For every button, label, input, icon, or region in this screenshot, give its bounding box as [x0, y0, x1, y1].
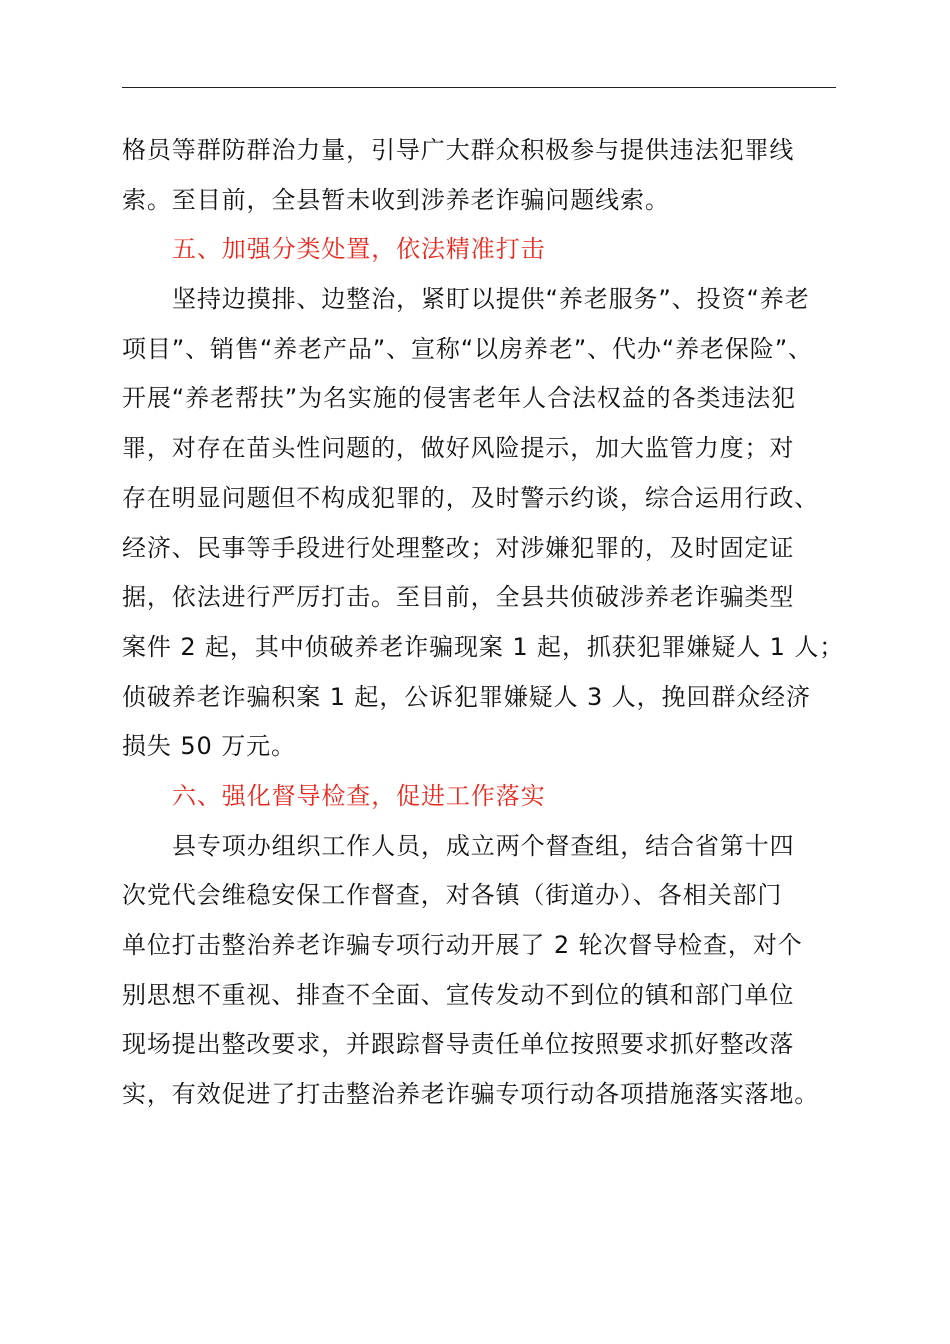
- body-line: 索。至目前，全县暂未收到涉养老诈骗问题线索。: [122, 185, 670, 214]
- body-line: 开展“养老帮扶”为名实施的侵害老年人合法权益的各类违法犯: [122, 384, 797, 413]
- body-line: 侦破养老诈骗积案 1 起，公诉犯罪嫌疑人 3 人，挽回群众经济: [122, 682, 811, 711]
- section-heading-5: 五、加强分类处置，依法精准打击: [172, 235, 546, 264]
- body-line: 单位打击整治养老诈骗专项行动开展了 2 轮次督导检查，对个: [122, 931, 803, 959]
- paragraph-start: 坚持边摸排、边整治，紧盯以提供“养老服务”、投资“养老: [172, 285, 810, 314]
- body-line: 次党代会维稳安保工作督查，对各镇（街道办）、各相关部门: [122, 881, 783, 910]
- section-heading-6: 六、强化督导检查，促进工作落实: [172, 781, 546, 810]
- document-body: [122, 126, 845, 1120]
- body-line: 现场提出整改要求，并跟踪督导责任单位按照要求抓好整改落: [122, 1030, 795, 1059]
- body-line: 格员等群防群治力量，引导广大群众积极参与提供违法犯罪线: [122, 136, 795, 164]
- body-line: 存在明显问题但不构成犯罪的，及时警示约谈，综合运用行政、: [122, 483, 820, 512]
- body-line: 经济、民事等手段进行处理整改；对涉嫌犯罪的，及时固定证: [122, 533, 795, 562]
- body-line: 据，依法进行严厉打击。至目前，全县共侦破涉养老诈骗类型: [122, 583, 795, 612]
- paragraph-start: 县专项办组织工作人员，成立两个督查组，结合省第十四: [172, 831, 795, 860]
- body-line: 案件 2 起，其中侦破养老诈骗现案 1 起，抓获犯罪嫌疑人 1 人；: [122, 632, 845, 661]
- body-line: 别思想不重视、排查不全面、宣传发动不到位的镇和部门单位: [122, 980, 795, 1009]
- body-line: 项目”、销售“养老产品”、宣称“以房养老”、代办“养老保险”、: [122, 334, 813, 363]
- body-line: 罪，对存在苗头性问题的，做好风险提示，加大监管力度；对: [122, 434, 795, 463]
- body-line: 损失 50 万元。: [122, 732, 296, 761]
- header-rule: [122, 87, 836, 88]
- body-line: 实，有效促进了打击整治养老诈骗专项行动各项措施落实落地。: [122, 1080, 820, 1109]
